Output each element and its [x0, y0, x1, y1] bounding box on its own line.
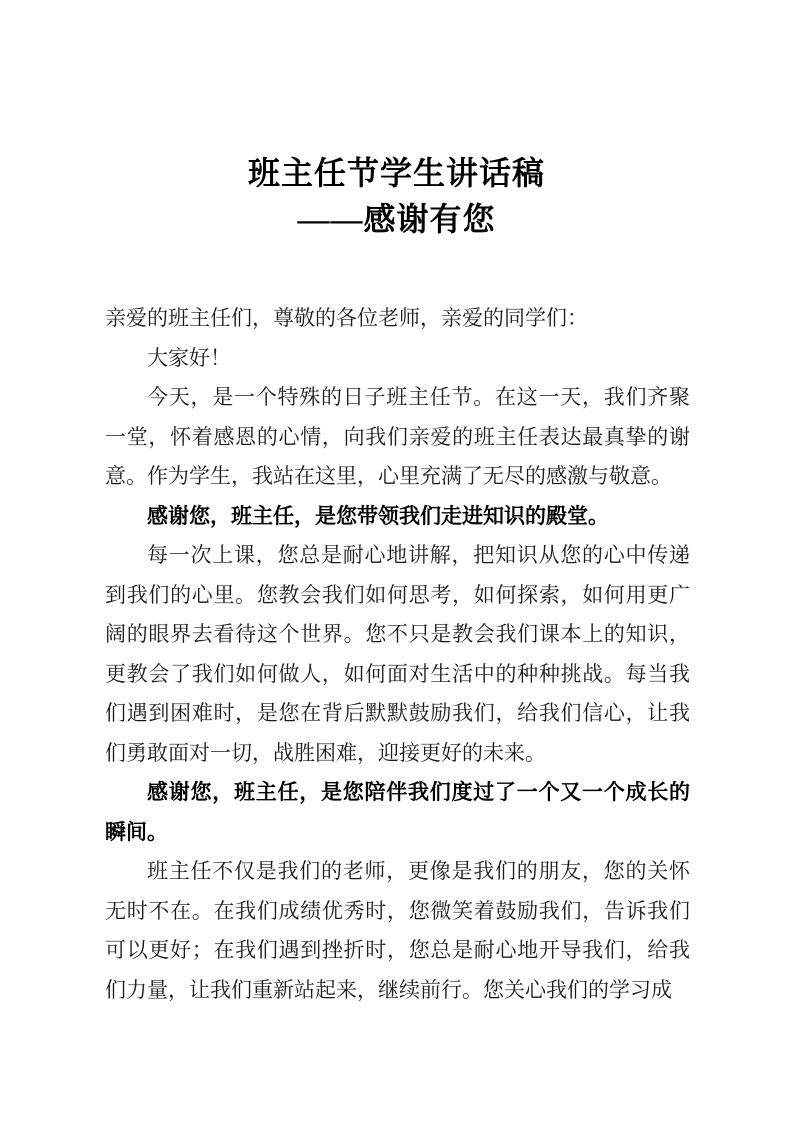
paragraph: 班主任不仅是我们的老师，更像是我们的朋友，您的关怀无时不在。在我们成绩优秀时，您微笑着鼓励我们，告诉我们可以更好；在我们遇到挫折时，您总是耐心地开导我们，给我们力量，让我们重新站起来，继续前行。您关心我们的学习成: [105, 859, 690, 1002]
paragraph: 亲爱的班主任们，尊敬的各位老师，亲爱的同学们：: [105, 306, 588, 330]
document-subtitle: ——感谢有您: [297, 201, 496, 237]
document-title: 班主任节学生讲话稿: [247, 155, 545, 191]
paragraph: 今天，是一个特殊的日子班主任节。在这一天，我们齐聚一堂，怀着感恩的心情，向我们亲爱的班主任表达最真挚的谢意。作为学生，我站在这里，心里充满了无尽的感激与敬意。: [105, 385, 690, 488]
paragraph-emphasis: 感谢您，班主任，是您陪伴我们度过了一个又一个成长的瞬间。: [105, 780, 690, 844]
paragraph-emphasis: 感谢您，班主任，是您带领我们走进知识的殿堂。: [147, 503, 609, 528]
document-header: [0, 0, 793, 242]
document-body: [105, 299, 690, 1010]
paragraph: 每一次上课，您总是耐心地讲解，把知识从您的心中传递到我们的心里。您教会我们如何思考，如何探索，如何用更广阔的眼界去看待这个世界。您不只是教会我们课本上的知识，更教会了我们如何做人，如何面对生活中的种种挑战。每当我们遇到困难时，是您在背后默默鼓励我们，给我们信心，让我们勇敢面对一切，战胜困难，迎接更好的未来。: [105, 543, 690, 765]
paragraph: 大家好！: [147, 345, 231, 370]
